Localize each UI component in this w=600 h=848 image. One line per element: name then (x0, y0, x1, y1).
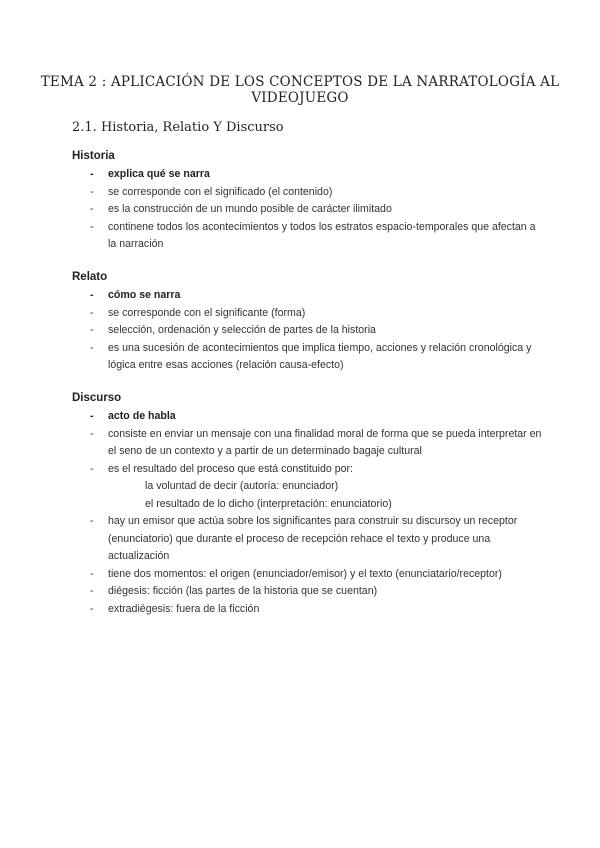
list-item: - selección, ordenación y selección de partes de la historia (72, 322, 542, 340)
list-item: - tiene dos momentos: el origen (enunciador/emisor) y el texto (enunciatario/receptor) (72, 566, 542, 584)
list-item: - es el resultado del proceso que está constituido por: (72, 461, 542, 479)
bullet-dash: - (90, 462, 94, 475)
bullet-dash: - (90, 602, 94, 615)
bullet-dash: - (90, 585, 94, 597)
list-item: - extradiégesis: fuera de la ficción (72, 601, 542, 619)
list-item: - consiste en enviar un mensaje con una finalidad moral de forma que se pueda interpretar en el seno de un contexto y a partir de un determinado bagaje cultural (90, 427, 542, 457)
sub-item: la voluntad de decir (autoría: enunciador) (145, 480, 339, 492)
heading-relato: Relato (72, 271, 108, 283)
list-item: - es una sucesión de acontecimientos que implica tiempo, acciones y relación cronológica y lógica entre esas acciones (relación causa-efecto) (90, 341, 532, 371)
list-relato (72, 287, 542, 375)
sub-item: el resultado de lo dicho (interpretación: enunciatorio) (145, 497, 392, 510)
list-item: - explica qué se narra (72, 166, 542, 184)
list-historia (72, 166, 542, 254)
bullet-dash: - (90, 168, 94, 180)
list-item: - continene todos los acontecimientos y todos los estratos espacio-temporales que afectan a la narración (90, 220, 536, 250)
bullet-dash: - (90, 220, 94, 233)
bullet-dash: - (90, 410, 94, 422)
list-item: - hay un emisor que actúa sobre los significantes para construir su discursoy un receptor (enunciatorio) que durante el proceso de recepción rehace el texto y produce una actualización (90, 515, 518, 562)
list-item: - acto de habla (72, 408, 542, 426)
list-item: - se corresponde con el significado (el contenido) (72, 184, 542, 202)
heading-discurso: Discurso (72, 392, 122, 404)
bullet-dash: - (90, 515, 94, 527)
bullet-dash: - (90, 427, 94, 440)
bullet-dash: - (90, 203, 94, 215)
list-item: - se corresponde con el significante (forma) (72, 305, 542, 323)
section-subtitle: 2.1. Historia, Relatio Y Discurso (72, 120, 284, 135)
list-item: - diégesis: ficción (las partes de la historia que se cuentan) (72, 583, 542, 601)
bullet-dash: - (90, 324, 94, 336)
bullet-dash: - (90, 306, 94, 319)
list-discurso (72, 408, 542, 618)
bullet-dash: - (90, 341, 94, 354)
list-item: - cómo se narra (72, 287, 542, 305)
page-title: TEMA 2 : APLICACIÓN DE LOS CONCEPTOS DE LA NARRATOLOGÍA AL VIDEOJUEGO (40, 74, 560, 106)
bullet-dash: - (90, 289, 94, 301)
list-item: - es la construcción de un mundo posible de carácter ilimitado (72, 201, 542, 219)
heading-historia: Historia (72, 150, 115, 162)
bullet-dash: - (90, 567, 94, 580)
bullet-dash: - (90, 185, 94, 198)
